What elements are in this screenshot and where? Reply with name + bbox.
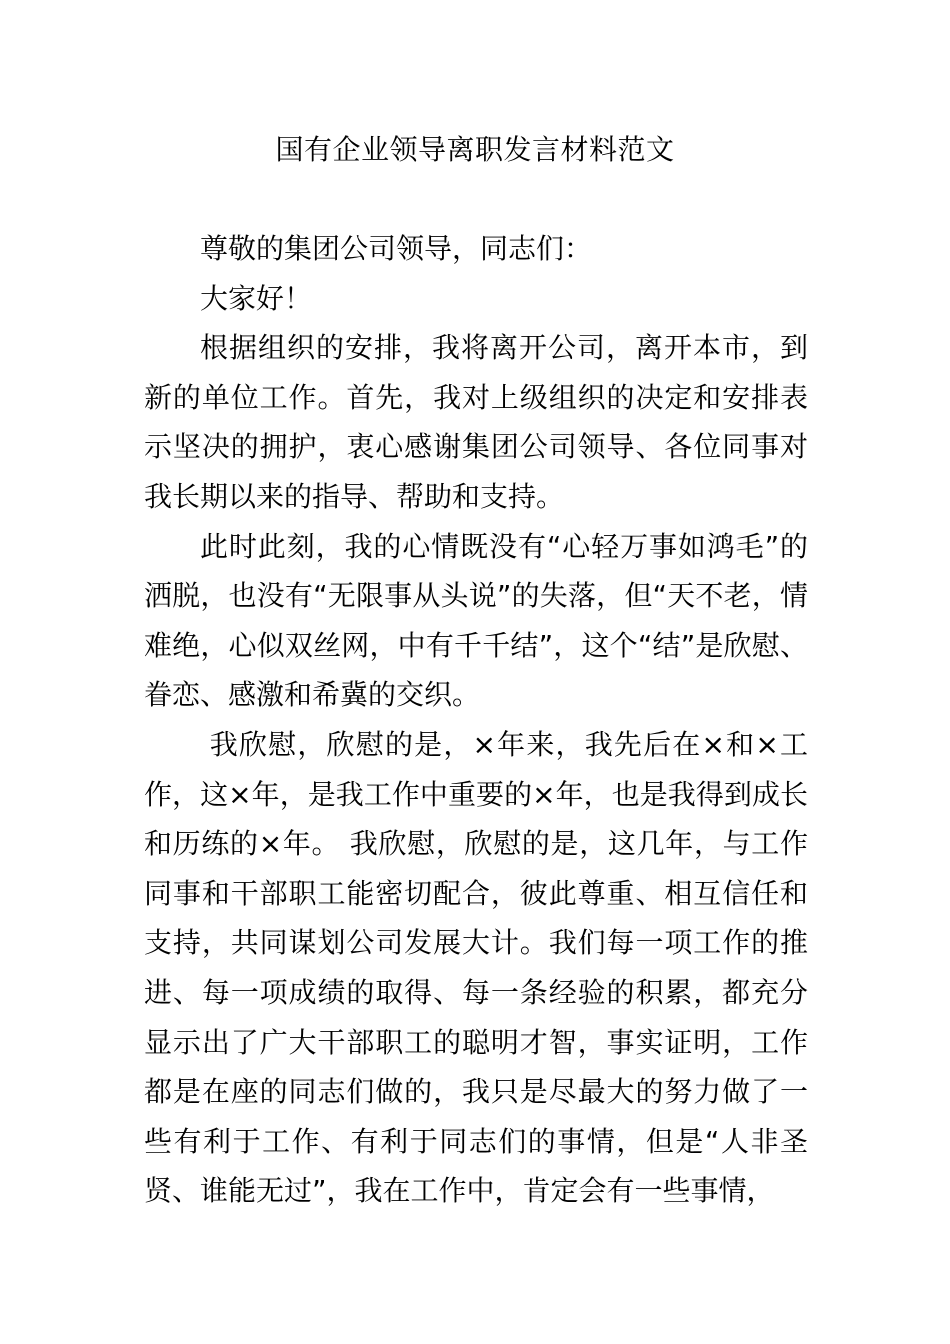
paragraph-gratification: 我欣慰，欣慰的是，×年来，我先后在×和×工作，这×年，是我工作中重要的×年，也是我得到成长和历练的×年。 我欣慰，欣慰的是，这几年，与工作同事和干部职工能密切配合，彼此尊重、相互信任和支持，共同谋划公司发展大计。我们每一项工作的推进、每一项成绩的取得、每一条经验的积累，都充分显示出了广大干部职工的聪明才智，事实证明，工作都是在座的同志们做的，我只是尽最大的努力做了一些有利于工作、有利于同志们的事情，但是“人非圣贤、谁能无过”，我在工作中，肯定会有一些事情，: [144, 727, 808, 1208]
paragraph-arrangement: 根据组织的安排，我将离开公司，离开本市，到新的单位工作。首先，我对上级组织的决定和安排表示坚决的拥护，衷心感谢集团公司领导、各位同事对我长期以来的指导、帮助和支持。: [144, 331, 808, 513]
greeting: 大家好！: [200, 281, 313, 315]
document-title: 国有企业领导离职发言材料范文: [275, 133, 675, 166]
salutation: 尊敬的集团公司领导，同志们：: [200, 232, 593, 265]
document-body: [144, 224, 808, 1216]
paragraph-feelings: 此时此刻，我的心情既没有“心轻万事如鸿毛”的洒脱，也没有“无限事从头说”的失落，但“天不老，情难绝，心似双丝网，中有千千结”，这个“结”是欣慰、眷恋、感激和希冀的交织。: [144, 529, 808, 712]
